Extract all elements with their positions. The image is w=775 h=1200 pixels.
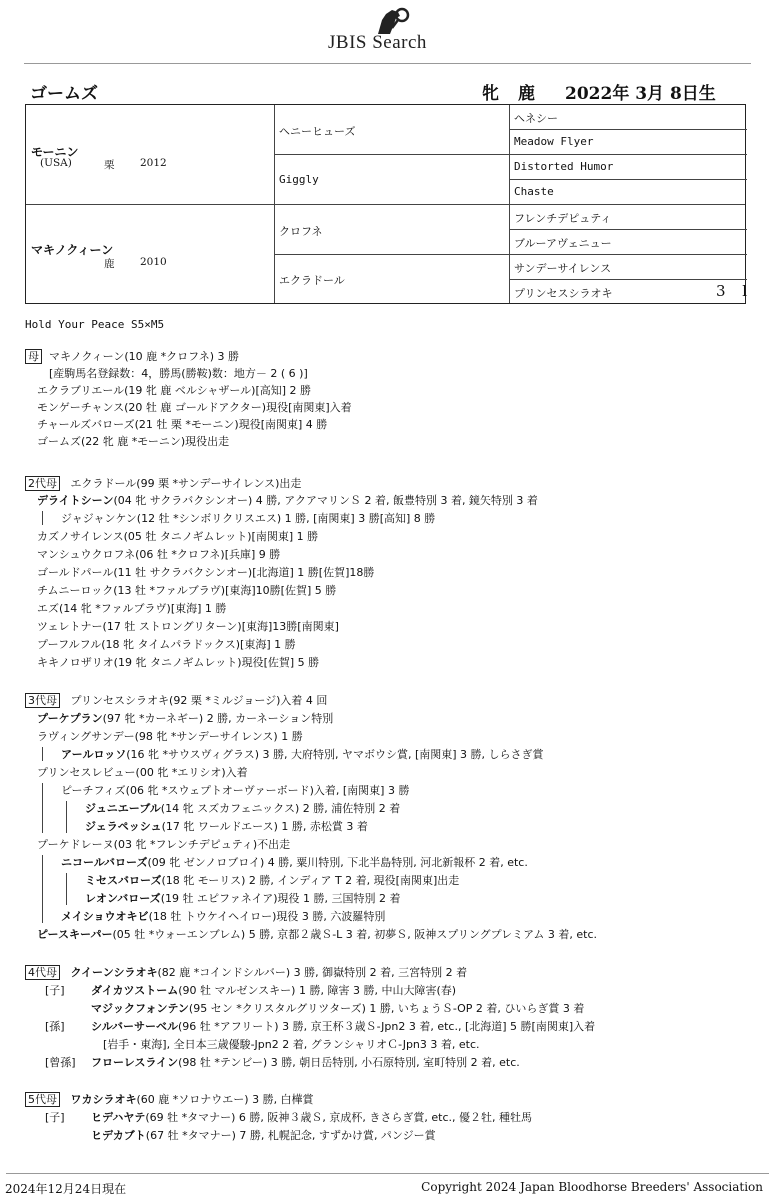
horse-record: [岩手・東海], 全日本三歳優駿-Jpn2 2 着, グランシャリオＣ-Jpn3 3 着, etc. xyxy=(103,1038,480,1051)
horse-record: (67 牡 *タマナー) 7 勝, 札幌記念, すずかけ賞, パンジー賞 xyxy=(145,1129,436,1142)
pedigree-divider xyxy=(274,154,747,155)
horse-record: (05 牡 *ウォーエンブレム) 5 勝, 京都２歳Ｓ-L 3 着, 初夢Ｓ, 阪神スプリングプレミアム 3 着, etc. xyxy=(112,928,598,941)
pedigree-divider xyxy=(509,179,747,180)
horse-name-bold: ジュニエーブル xyxy=(85,802,161,815)
horse-record: プーケドレーヌ(03 牝 *フレンチデピュティ)不出走 xyxy=(37,838,291,851)
dam-year: 2010 xyxy=(140,256,167,268)
pedigree-divider xyxy=(26,204,745,205)
ancestor-name: ブルーアヴェニュー xyxy=(514,237,612,250)
descendant-bar xyxy=(66,801,67,833)
copyright: Copyright 2024 Japan Bloodhorse Breeders' Association xyxy=(421,1180,763,1194)
ancestor-name: サンデーサイレンス xyxy=(514,262,612,275)
horse-record: ツェレトナー(17 牡 ストロングリターン)[東海]13勝[南関東] xyxy=(37,620,339,633)
horse-record: (14 牝 スズカフェニックス) 2 勝, 浦佐特別 2 着 xyxy=(160,802,401,815)
dam-line: [産駒馬名登録数：4，勝馬(勝鞍)数：地方－ 2 ( 6 )] xyxy=(49,367,308,380)
horse-record: (18 牡 トウケイヘイロー)現役 3 勝, 六波羅特別 xyxy=(148,910,386,923)
header-rule xyxy=(24,63,751,64)
horse-record: チムニーロック(13 牡 *ファルブラヴ)[東海]10勝[佐賀] 5 勝 xyxy=(37,584,337,597)
logo-text: JBIS Search xyxy=(328,32,427,53)
dam-line: モンゲーチャンス(20 牡 鹿 ゴールドアクター)現役[南関東]入着 xyxy=(37,401,352,414)
horse-record: プーフルフル(18 牝 タイムパラドックス)[東海] 1 勝 xyxy=(37,638,296,651)
horse-record: マンシュウクロフネ(06 牡 *クロフネ)[兵庫] 9 勝 xyxy=(37,548,281,561)
horse-name-bold: クイーンシラオキ xyxy=(70,966,158,979)
horse-name-bold: プーケプラン xyxy=(37,712,103,725)
horse-record: (04 牝 サクラバクシンオー) 4 勝, アクアマリンＳ 2 着, 飯豊特別 3 着, 鏡矢特別 3 着 xyxy=(113,494,538,507)
section-head: プリンセスシラオキ(92 栗 *ミルジョージ)入着 4 回 xyxy=(70,694,328,707)
horse-name-bold: ニコールバローズ xyxy=(61,856,148,869)
section-tag: 5代母 xyxy=(25,1092,60,1107)
horse-name-bold: マジックフォンテン xyxy=(91,1002,189,1015)
dam-line: ゴームズ(22 牝 鹿 *モーニン)現役出走 xyxy=(37,435,230,448)
horse-record: (98 牡 *テンビー) 3 勝, 朝日岳特別, 小石原特別, 室町特別 2 着, etc. xyxy=(178,1056,520,1069)
horse-header xyxy=(30,74,745,104)
section-tag: 母 xyxy=(25,349,42,364)
horse-sex: 牝 xyxy=(482,84,499,104)
section-tag: 2代母 xyxy=(25,476,60,491)
horse-color: 鹿 xyxy=(518,84,535,104)
descendant-bar xyxy=(42,855,43,923)
horse-name-bold: ピースキーパー xyxy=(37,928,113,941)
horse-name-bold: ジェラペッシュ xyxy=(85,820,162,833)
family-number: 3 l xyxy=(716,282,754,300)
ancestor-name: Distorted Humor xyxy=(514,160,614,173)
horse-name-bold: ワカシラオキ xyxy=(70,1093,137,1106)
dam-line: マキノクィーン(10 鹿 *クロフネ) 3 勝 xyxy=(49,350,239,363)
descendant-bar xyxy=(42,747,43,761)
sire-sire-name: ヘニーヒューズ xyxy=(279,125,356,138)
section-head: (60 鹿 *ソロナウエー) 3 勝, 白樺賞 xyxy=(136,1093,314,1106)
horse-name-bold: レオンバローズ xyxy=(85,892,161,905)
horse-name: ゴームズ xyxy=(30,84,98,104)
sire-dam-name: Giggly xyxy=(279,173,319,186)
horse-record: (90 牡 マルゼンスキー) 1 勝, 障害 3 勝, 中山大障害(春) xyxy=(178,984,457,997)
ancestor-name: Chaste xyxy=(514,185,554,198)
horse-name-bold: デライトシーン xyxy=(37,494,114,507)
horse-record: (69 牡 *タマナー) 6 勝, 阪神３歳Ｓ, 京成杯, きさらぎ賞, etc., 優２牡, 種牡馬 xyxy=(145,1111,532,1124)
section-head: (82 鹿 *コインドシルバー) 3 勝, 御嶽特別 2 着, 三宮特別 2 着 xyxy=(157,966,468,979)
horse-name-bold: ヒデハヤテ xyxy=(91,1111,146,1124)
horse-name-bold: ダイカツストーム xyxy=(91,984,179,997)
horse-name-bold: ヒデカブト xyxy=(91,1129,146,1142)
horse-record: (19 牡 エピファネイア)現役 1 勝, 三国特別 2 着 xyxy=(160,892,401,905)
horse-record: ピーチフィズ(06 牝 *スウェプトオーヴァーボード)入着, [南関東] 3 勝 xyxy=(61,784,410,797)
ancestor-name: プリンセスシラオキ xyxy=(514,287,613,300)
descendant-bar xyxy=(42,511,43,525)
dam-dam-name: エクラドール xyxy=(279,274,345,287)
dam-name: マキノクィーン xyxy=(31,243,114,257)
horse-record: ラヴィングサンデー(98 牝 *サンデーサイレンス) 1 勝 xyxy=(37,730,303,743)
ancestor-name: Meadow Flyer xyxy=(514,135,594,148)
horse-record: ゴールドパール(11 牡 サクラバクシンオー)[北海道] 1 勝[佐賀]18勝 xyxy=(37,566,375,579)
pedigree-divider xyxy=(509,229,747,230)
relation-label: [子] xyxy=(45,984,65,997)
pedigree-divider xyxy=(509,279,747,280)
dam-line: チャールズバローズ(21 牡 栗 *モーニン)現役[南関東] 4 勝 xyxy=(37,418,328,431)
jbis-search-logo xyxy=(328,6,458,56)
ancestor-name: フレンチデピュティ xyxy=(514,212,612,225)
dam-line: エクラブリエール(19 牝 鹿 ベルシャザール)[高知] 2 勝 xyxy=(37,384,312,397)
relation-label: [孫] xyxy=(45,1020,65,1033)
horse-name-bold: アールロッソ xyxy=(61,748,127,761)
inbreeding-note: Hold Your Peace S5×M5 xyxy=(25,318,165,331)
horse-name-bold: フローレスライン xyxy=(91,1056,179,1069)
dam-sire-name: クロフネ xyxy=(279,225,323,238)
relation-label: [子] xyxy=(45,1111,65,1124)
sire-origin: (USA) xyxy=(40,157,72,169)
sire-name: モーニン xyxy=(31,145,79,159)
horse-record: カズノサイレンス(05 牡 タニノギムレット)[南関東] 1 勝 xyxy=(37,530,319,543)
section-tag: 3代母 xyxy=(25,693,60,708)
horse-record: (17 牝 ワールドエース) 1 勝, 赤松賞 3 着 xyxy=(161,820,368,833)
horse-record: (16 牝 *サウスヴィグラス) 3 勝, 大府特別, ヤマボウシ賞, [南関東] 3 勝, しらさぎ賞 xyxy=(126,748,544,761)
as-of-date: 2024年12月24日現在 xyxy=(5,1182,127,1196)
section-head: エクラドール(99 栗 *サンデーサイレンス)出走 xyxy=(70,477,302,490)
horse-record: エズ(14 牝 *ファルブラヴ)[東海] 1 勝 xyxy=(37,602,227,615)
pedigree-table xyxy=(25,104,754,304)
descendant-bar xyxy=(66,873,67,905)
sire-year: 2012 xyxy=(140,157,167,169)
dam-color: 鹿 xyxy=(104,258,115,270)
horse-record: キキノロザリオ(19 牝 タニノギムレット)現役[佐賀] 5 勝 xyxy=(37,656,320,669)
horse-record: ジャジャンケン(12 牡 *シンボリクリスエス) 1 勝, [南関東] 3 勝[高知] 8 勝 xyxy=(61,512,436,525)
footer-rule xyxy=(6,1173,769,1174)
horse-record: プリンセスレビュー(00 牝 *エリシオ)入着 xyxy=(37,766,248,779)
section-tag: 4代母 xyxy=(25,965,60,980)
horse-record: (96 牡 *アフリート) 3 勝, 京王杯３歳Ｓ-Jpn2 3 着, etc., [北海道] 5 勝[南関東]入着 xyxy=(177,1020,596,1033)
sire-color: 栗 xyxy=(104,159,115,171)
horse-record: (97 牝 *カーネギー) 2 勝, カーネーション特別 xyxy=(102,712,334,725)
horse-record: (18 牝 モーリス) 2 勝, インディア T 2 着, 現役[南関東]出走 xyxy=(161,874,460,887)
horse-record: (09 牝 ゼンノロブロイ) 4 勝, 粟川特別, 下北半島特別, 河北新報杯 2 着, etc. xyxy=(147,856,528,869)
pedigree-divider xyxy=(509,129,747,130)
horse-birthdate: 2022年 3月 8日生 xyxy=(565,84,716,104)
descendant-bar xyxy=(42,783,43,833)
relation-label: [曾孫] xyxy=(45,1056,76,1069)
horse-name-bold: ミセスバローズ xyxy=(85,874,162,887)
ancestor-name: ヘネシー xyxy=(514,112,558,125)
pedigree-divider xyxy=(274,254,747,255)
horse-name-bold: シルバーサーベル xyxy=(91,1020,178,1033)
horse-name-bold: メイショウオキビ xyxy=(61,910,149,923)
horse-record: (95 セン *クリスタルグリツターズ) 1 勝, いちょうＳ-OP 2 着, ひいらぎ賞 3 着 xyxy=(188,1002,585,1015)
